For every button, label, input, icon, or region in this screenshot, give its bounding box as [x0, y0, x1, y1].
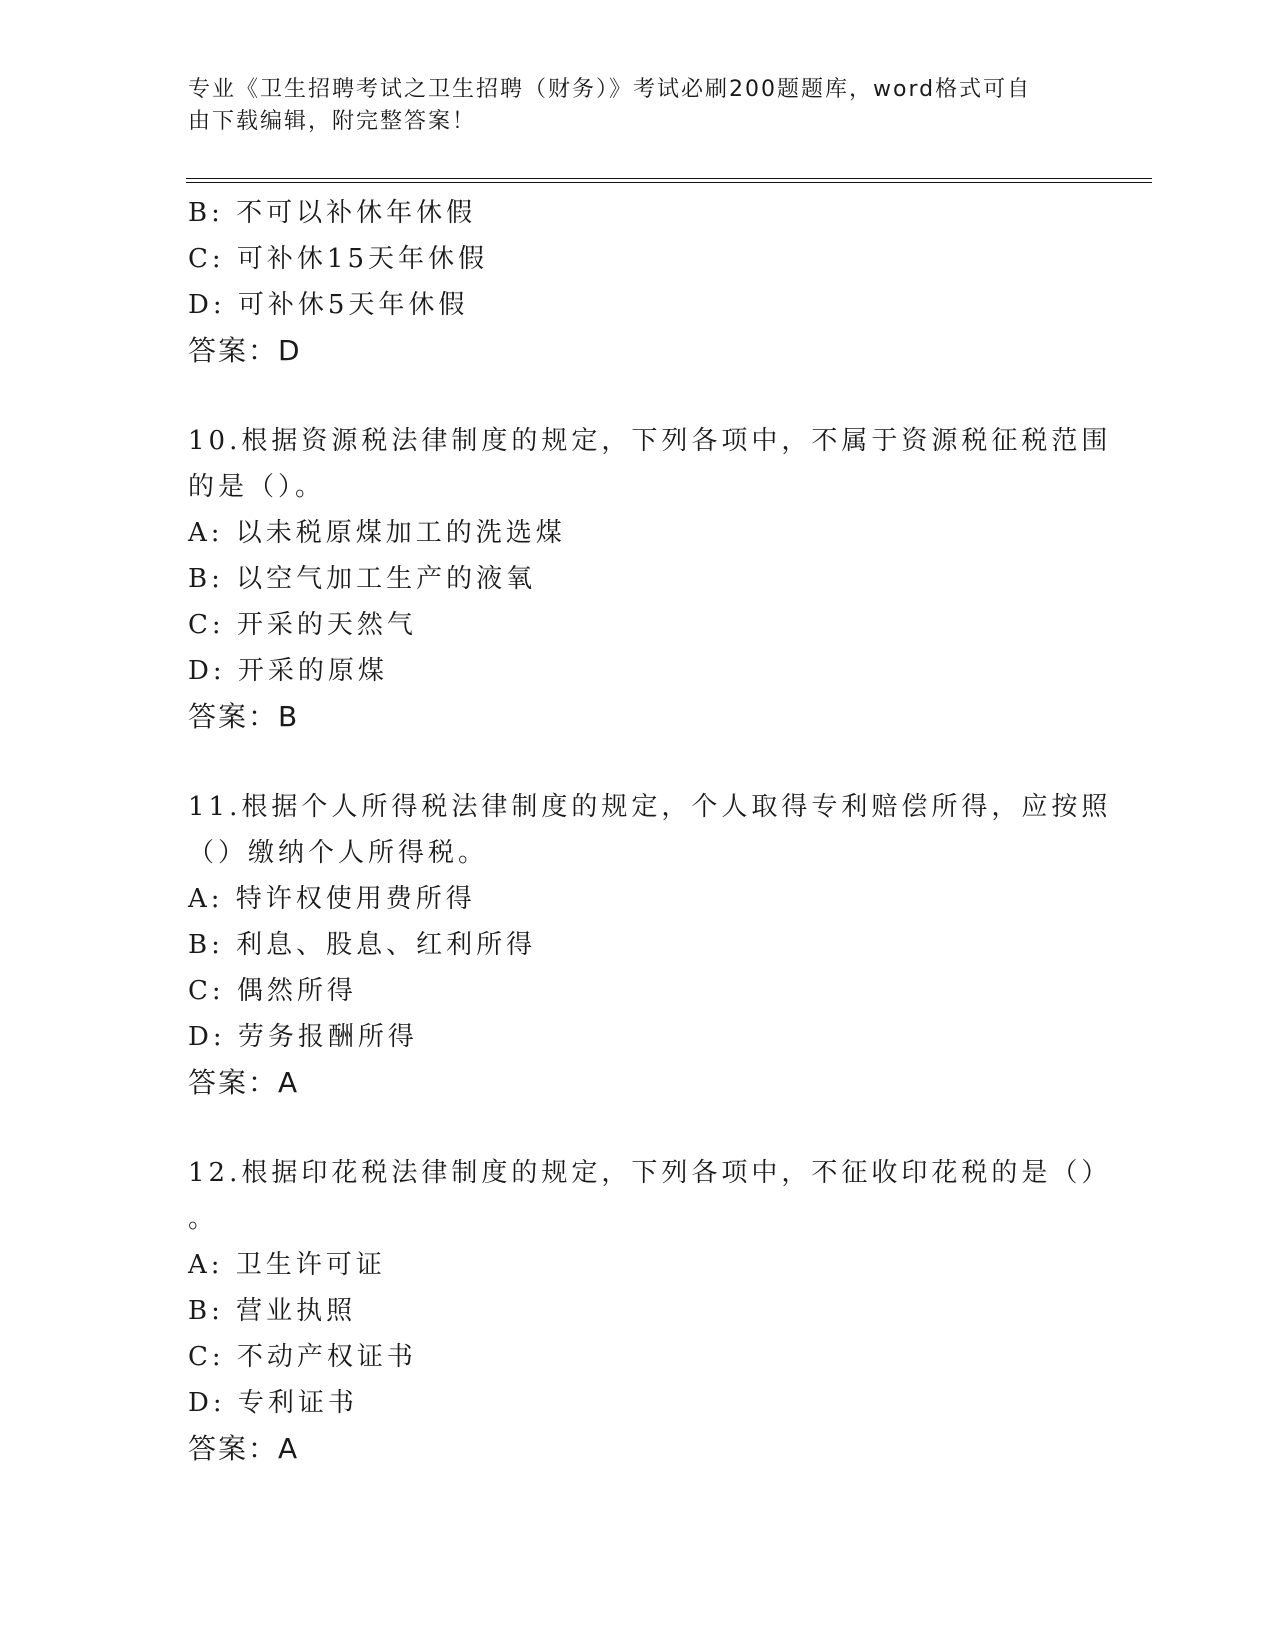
header-line-1: 专业《卫生招聘考试之卫生招聘（财务）》考试必刷200题题库，word格式可自	[188, 77, 1032, 102]
option-c: C: 不动产权证书	[188, 1342, 417, 1372]
option-d: D: 开采的原煤	[188, 656, 388, 686]
answer-line: 答案：D	[188, 334, 302, 367]
question-stem-line-2: 。	[188, 1204, 219, 1234]
option-c: C: 可补休15天年休假	[188, 244, 489, 274]
option-a: A: 卫生许可证	[188, 1250, 386, 1280]
question-stem-line-1: 12.根据印花税法律制度的规定，下列各项中，不征收印花税的是（）	[188, 1158, 1112, 1188]
question-stem-line-2: （）缴纳个人所得税。	[188, 838, 489, 868]
answer-line: 答案：A	[188, 1066, 300, 1099]
question-stem-line-2: 的是（）。	[188, 472, 326, 502]
answer-line: 答案：B	[188, 700, 300, 733]
answer-line: 答案：A	[188, 1432, 300, 1465]
header-line-2: 由下载编辑，附完整答案！	[188, 109, 477, 134]
option-d: D: 劳务报酬所得	[188, 1022, 418, 1052]
option-b: B: 利息、股息、红利所得	[188, 930, 537, 960]
header-divider-top	[186, 178, 1152, 179]
question-stem-line-1: 11.根据个人所得税法律制度的规定，个人取得专利赔偿所得，应按照	[188, 792, 1112, 822]
option-a: A: 特许权使用费所得	[188, 884, 476, 914]
option-a: A: 以未税原煤加工的洗选煤	[188, 518, 566, 548]
previous-question	[188, 190, 1088, 374]
question-10	[188, 418, 1112, 740]
option-b: B: 以空气加工生产的液氧	[188, 564, 537, 594]
question-content	[188, 190, 1112, 1472]
option-b: B: 营业执照	[188, 1296, 357, 1326]
header-divider-bottom	[186, 182, 1152, 183]
question-stem-line-1: 10.根据资源税法律制度的规定，下列各项中，不属于资源税征税范围	[188, 426, 1112, 456]
question-11	[188, 784, 1112, 1106]
option-d: D: 专利证书	[188, 1388, 358, 1418]
option-c: C: 开采的天然气	[188, 610, 417, 640]
option-d: D: 可补休5天年休假	[188, 290, 469, 320]
option-b: B: 不可以补休年休假	[188, 198, 477, 228]
document-header	[188, 74, 1068, 138]
option-c: C: 偶然所得	[188, 976, 357, 1006]
question-12	[188, 1150, 1112, 1472]
